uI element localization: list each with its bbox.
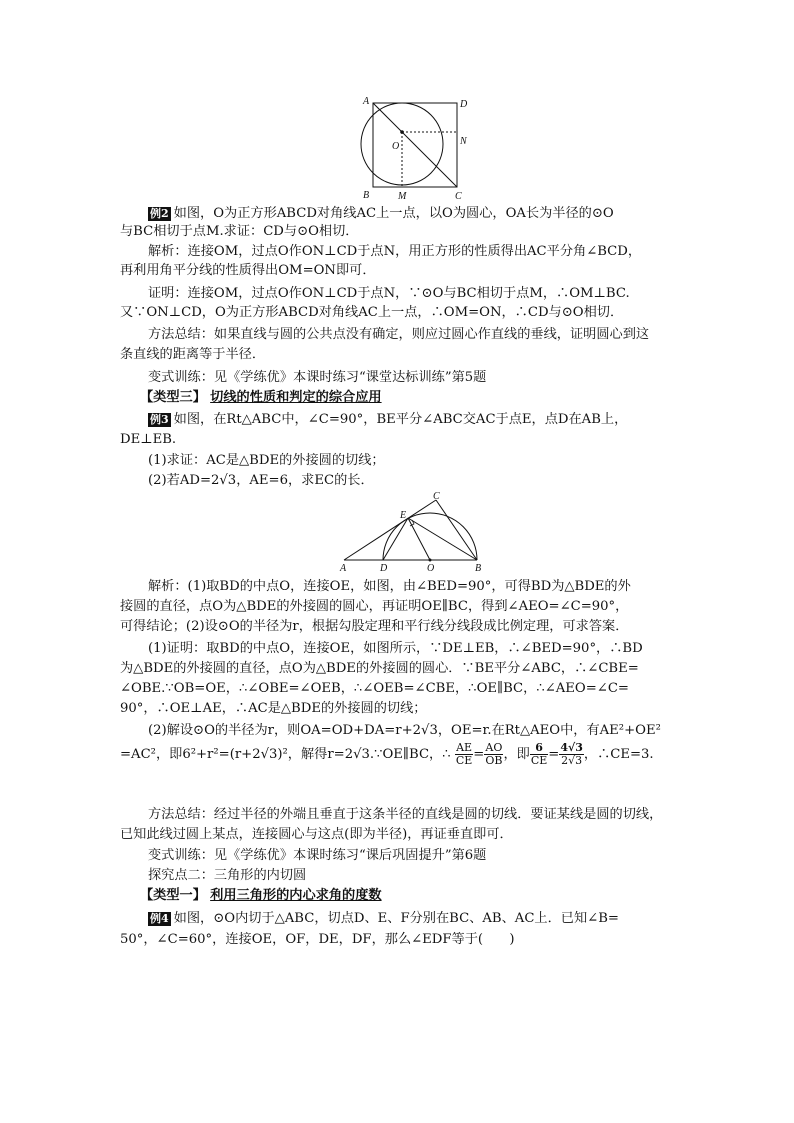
equals-sign: =: [473, 747, 485, 762]
frac2-denominator: OB: [485, 754, 503, 767]
ex3-statement-line1: [148, 411, 680, 429]
frac4-denominator: 2√3: [561, 754, 583, 767]
label-A: A: [363, 96, 370, 107]
ex3-solution-line1: (2)解设⊙O的半径为r，则OA=OD+DA=r+2√3，OE=r.在Rt△AEO中，有AE²+OE²: [148, 723, 661, 738]
ex3-badge: 例3: [150, 413, 169, 426]
ex2-analysis-line1: 解析：连接OM，过点O作ON⊥CD于点N，用正方形的性质得出AC平分角∠BCD，: [148, 244, 642, 259]
type1-label: 【类型一】: [140, 888, 206, 903]
label-D: D: [380, 563, 388, 572]
label-D: D: [460, 99, 468, 110]
frac1-denominator: CE: [455, 754, 473, 767]
type3-heading: [140, 389, 700, 407]
ex3-method-line1: 方法总结：经过半径的外端且垂直于这条半径的直线是圆的切线．要证某线是圆的切线，: [148, 807, 663, 822]
ex2-proof-line2: 又∵ON⊥CD，O为正方形ABCD对角线AC上一点，∴OM=ON，∴CD与⊙O相切．: [120, 305, 624, 320]
label-B: B: [363, 190, 370, 201]
ex4-badge: 例4: [150, 912, 169, 925]
fraction-6-ce: [530, 742, 548, 767]
ex2-statement-line2: 与BC相切于点M.求证：CD与⊙O相切．: [120, 224, 359, 239]
ex3-proof-line2: 为△BDE的外接圆的直径，点O为△BDE的外接圆的圆心．∵BE平分∠ABC，∴∠CBE=: [120, 661, 639, 676]
ex2-stmt1: 如图，O为正方形ABCD对角线AC上一点，以O为圆心，OA长为半径的⊙O: [173, 206, 614, 221]
ex4-statement-line1: [148, 910, 680, 928]
figure-triangle-semicircle: [330, 490, 490, 572]
ex2-badge: 例2: [150, 207, 169, 220]
ex3-question1: (1)求证：AC是△BDE的外接圆的切线；: [148, 453, 385, 468]
ex2-proof-line1: 证明：连接OM，过点O作ON⊥CD于点N，∵⊙O与BC相切于点M，∴OM⊥BC.: [148, 286, 630, 301]
label-B: B: [475, 563, 482, 572]
figure-square-circle: [355, 95, 475, 203]
fraction-ao-ob: [484, 742, 503, 767]
type1-heading: [140, 887, 700, 905]
ex4-statement-line2: 50°，∠C=60°，连接OE，OF，DE，DF，那么∠EDF等于( ): [120, 932, 515, 947]
ex3-analysis-line3: 可得结论；(2)设⊙O的半径为r，根据勾股定理和平行线分线段成比例定理，可求答案．: [120, 619, 629, 634]
ex2-training: 变式训练：见《学练优》本课时练习“课堂达标训练”第5题: [148, 370, 487, 385]
label-M: M: [398, 191, 407, 202]
ex3-statement-line2: DE⊥EB.: [120, 432, 177, 447]
ex3-analysis-line1: 解析：(1)取BD的中点O，连接OE，如图，由∠BED=90°，可得BD为△BDE的外: [148, 579, 631, 594]
ex3-solution-text-c: ，∴CE=3.: [583, 747, 654, 762]
fraction-4r3-2r3: [559, 742, 584, 767]
ex3-question2: (2)若AD=2√3，AE=6，求EC的长．: [148, 473, 374, 488]
label-C: C: [455, 191, 462, 202]
ex3-proof-line3: ∠OBE.∵OB=OE，∴∠OBE=∠OEB，∴∠OEB=∠CBE，∴OE∥BC，∴∠AEO=∠C=: [120, 681, 629, 696]
type3-title: 切线的性质和判定的综合应用: [210, 390, 382, 405]
label-O: O: [392, 141, 400, 152]
ex2-analysis-line2: 再利用角平分线的性质得出OM=ON即可．: [120, 263, 376, 278]
section-heading: 探究点二：三角形的内切圆: [148, 868, 307, 883]
ex3-proof-line4: 90°，∴OE⊥AE，∴AC是△BDE的外接圆的切线；: [120, 701, 427, 716]
equals-sign-2: =: [548, 747, 560, 762]
ex2-statement-line1: [148, 205, 680, 223]
fraction-ae-ce: [455, 742, 473, 767]
type1-title: 利用三角形的内心求角的度数: [210, 888, 382, 903]
ex2-method-line1: 方法总结：如果直线与圆的公共点没有确定，则应过圆心作直线的垂线，证明圆心到这: [148, 327, 650, 342]
ex2-method-line2: 条直线的距离等于半径．: [120, 347, 266, 362]
label-A: A: [340, 563, 347, 572]
frac2-numerator: AO: [485, 741, 503, 754]
frac1-numerator: AE: [456, 741, 473, 754]
ex4-stmt1: 如图，⊙O内切于△ABC，切点D、E、F分别在BC、AB、AC上．已知∠B=: [173, 911, 619, 926]
frac3-numerator: 6: [530, 742, 548, 755]
ex3-solution-text-b: ，即: [503, 747, 530, 762]
ex3-solution-text-a: =AC²，即6²+r²=(r+2√3)²，解得r=2√3.∵OE∥BC，∴: [120, 747, 451, 762]
ex3-training: 变式训练：见《学练优》本课时练习“课后巩固提升”第6题: [148, 848, 487, 863]
type3-label: 【类型三】: [140, 390, 206, 405]
ex3-proof-line1: (1)证明：取BD的中点O，连接OE，如图所示，∵DE⊥EB，∴∠BED=90°，∴BD: [148, 641, 643, 656]
label-N: N: [460, 136, 467, 147]
label-C: C: [433, 491, 440, 502]
label-O: O: [427, 563, 435, 572]
label-E: E: [400, 510, 407, 521]
ex3-method-line2: 已知此线过圆上某点，连接圆心与这点(即为半径)，再证垂直即可．: [120, 827, 513, 842]
frac4-numerator: 4√3: [560, 741, 583, 754]
ex3-stmt1: 如图，在Rt△ABC中，∠C=90°，BE平分∠ABC交AC于点E，点D在AB上，: [173, 412, 628, 427]
frac3-denominator: CE: [530, 754, 548, 767]
ex3-solution-line2: [120, 742, 680, 776]
ex3-analysis-line2: 接圆的直径，点O为△BDE的外接圆的圆心，再证明OE∥BC，得到∠AEO=∠C=90°，: [120, 599, 629, 614]
